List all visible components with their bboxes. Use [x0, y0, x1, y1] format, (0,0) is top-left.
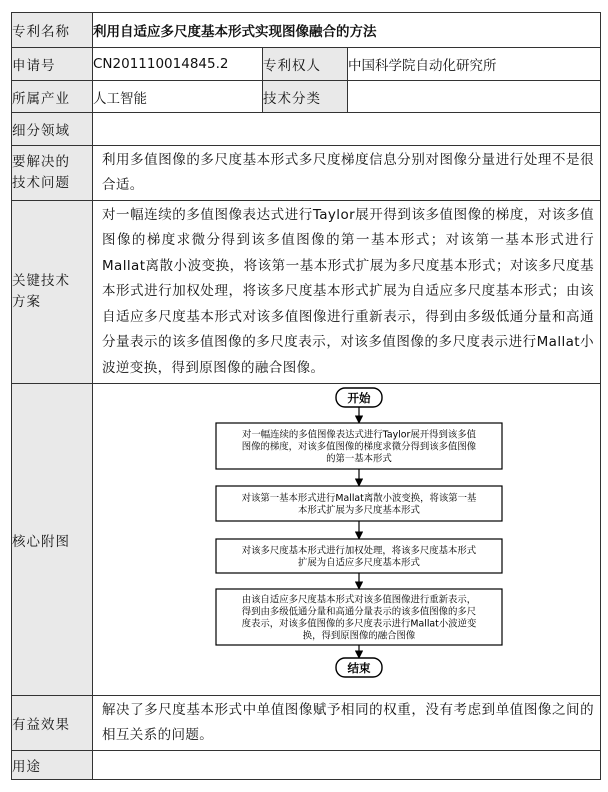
benefit-label: 有益效果	[12, 696, 93, 751]
row-patent-name	[12, 13, 601, 48]
tech-class-value	[348, 81, 601, 113]
industry-value: 人工智能	[93, 81, 263, 113]
patent-owner-label: 专利权人	[263, 48, 348, 81]
flow-step-1-line-1: 对一幅连续的多值图像表达式进行Taylor展开得到该多值	[242, 429, 476, 441]
problem-cell	[93, 146, 601, 201]
solution-label-line2: 方案	[12, 294, 41, 310]
application-no-label: 申请号	[12, 48, 93, 81]
row-figure	[12, 384, 601, 696]
flow-step-3-line-1: 对该多尺度基本形式进行加权处理，将该多尺度基本形式	[241, 545, 477, 557]
patent-name-label: 专利名称	[12, 13, 93, 48]
solution-cell	[93, 201, 601, 384]
flow-step-4-line-3: 度表示，对该多值图像的多尺度表示进行Mallat小波逆变	[241, 618, 477, 630]
usage-value	[93, 751, 601, 780]
flow-step-1-line-3: 的第一基本形式	[326, 453, 392, 465]
benefit-cell	[93, 696, 601, 751]
figure-label: 核心附图	[12, 384, 93, 696]
problem-label-line2: 技术问题	[12, 175, 70, 191]
row-industry	[12, 81, 601, 113]
patent-owner-value: 中国科学院自动化研究所	[348, 48, 601, 81]
application-no-value: CN201110014845.2	[93, 48, 263, 81]
industry-label: 所属产业	[12, 81, 93, 113]
benefit-value: 解决了多尺度基本形式中单值图像赋予相同的权重，没有考虑到单值图像之间的相互关系的问题。	[102, 701, 595, 743]
row-solution	[12, 201, 601, 384]
row-subfield	[12, 113, 601, 146]
flow-step-2-line-2: 本形式扩展为多尺度基本形式	[298, 505, 420, 516]
problem-value: 利用多值图像的多尺度基本形式多尺度梯度信息分别对图像分量进行处理不是很合适。	[102, 151, 595, 193]
tech-class-label: 技术分类	[263, 81, 348, 113]
flow-step-4-line-2: 得到由多级低通分量和高通分量表示的该多值图像的多尺	[241, 606, 477, 618]
patent-name-value: 利用自适应多尺度基本形式实现图像融合的方法	[93, 13, 601, 48]
usage-label: 用途	[12, 751, 93, 780]
flow-step-2-line-1: 对该第一基本形式进行Mallat离散小波变换，将该第一基	[241, 493, 477, 504]
flowchart	[93, 384, 599, 694]
row-usage	[12, 751, 601, 780]
row-benefit	[12, 696, 601, 751]
solution-value: 对一幅连续的多值图像表达式进行Taylor展开得到该多值图像的梯度，对该多值图像的梯度求微分得到该多值图像的第一基本形式；对该第一基本形式进行Mallat离散小波变换，将该第一基本形式扩展为多尺度基本形式；对该多尺度基本形式进行加权处理，将该多尺度基本形式扩展为自适应多尺度基本形式；由该自适应多尺度基本形式对该多值图像进行重新表示，得到由多级低通分量和高通分量表示的该多值图像的多尺度表示，对该多值图像的多尺度表示进行Mallat小波逆变换，得到原图像的融合图像。	[102, 206, 595, 376]
flow-end-label: 结束	[347, 661, 371, 675]
row-problem	[12, 146, 601, 201]
flow-start-label: 开始	[347, 391, 371, 405]
solution-label-line1: 关键技术	[12, 273, 70, 289]
problem-label-line1: 要解决的	[12, 154, 70, 170]
flow-step-4-line-4: 换，得到原图像的融合图像	[302, 630, 416, 642]
flow-step-3-line-2: 扩展为自适应多尺度基本形式	[298, 557, 420, 569]
figure-cell	[93, 384, 601, 696]
flow-step-4-line-1: 由该自适应多尺度基本形式对该多值图像进行重新表示，	[241, 594, 477, 606]
flow-step-1-line-2: 图像的梯度，对该多值图像的梯度求微分得到该多值图像	[241, 441, 477, 453]
patent-info-table	[11, 12, 601, 780]
row-application	[12, 48, 601, 81]
subfield-label: 细分领域	[12, 113, 93, 146]
solution-label	[12, 201, 93, 384]
subfield-value	[93, 113, 601, 146]
problem-label	[12, 146, 93, 201]
